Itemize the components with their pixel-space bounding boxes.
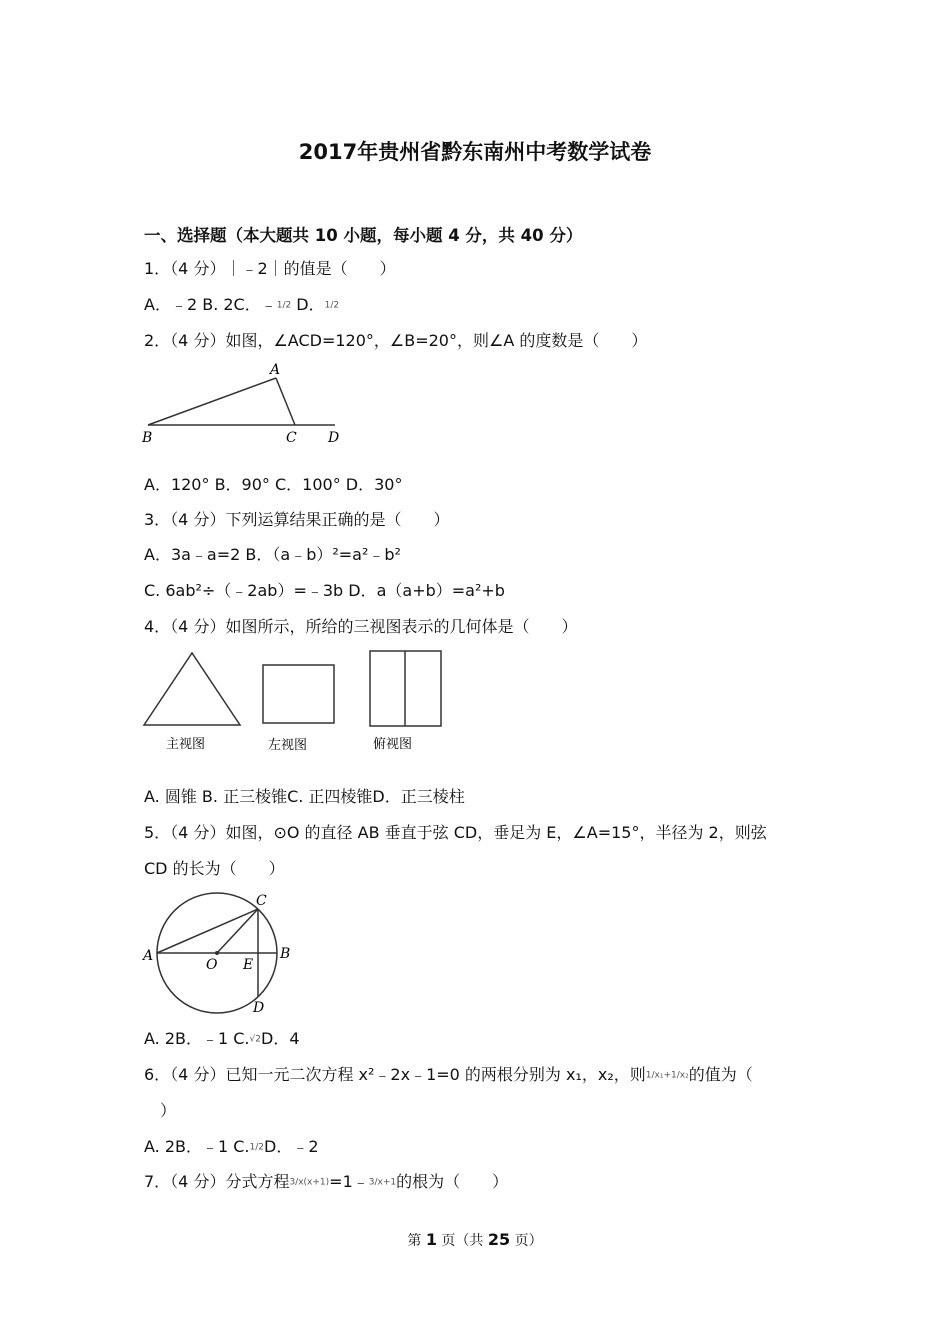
question-5-stem-line1: 5．（4 分）如图，⊙O 的直径 AB 垂直于弦 CD，垂足为 E，∠A=15°，半径为 2，则弦 [144, 823, 767, 842]
question-1-fraction-c: 1/2 [276, 300, 292, 311]
question-4-stem: 4．（4 分）如图所示，所给的三视图表示的几何体是（ ） [144, 617, 578, 636]
section-heading: 一、选择题（本大题共 10 小题，每小题 4 分，共 40 分） [144, 226, 583, 245]
label-o: O [206, 957, 218, 973]
question-5-options-text: A. 2B．﹣1 C. [144, 1029, 250, 1048]
label-a: A [143, 948, 154, 964]
footer-total-pages: 25 [487, 1230, 511, 1249]
question-6-stem-text: 6．（4 分）已知一元二次方程 x²﹣2x﹣1=0 的两根分别为 x₁，x₂，则 [144, 1065, 646, 1084]
label-d: D [253, 1000, 265, 1016]
question-5-options [144, 1028, 300, 1051]
question-6-stem [144, 1064, 753, 1087]
line-ba [148, 378, 276, 425]
label-c: C [286, 430, 297, 446]
question-6-fraction-c: 1/2 [249, 1142, 265, 1153]
question-2-options: A．120° B．90° C．100° D．30° [144, 475, 403, 494]
front-view-label: 主视图 [166, 737, 206, 752]
question-6-stem-end: 的值为（ [688, 1065, 753, 1084]
question-6-fraction: 1/x₁+1/x₂ [645, 1070, 689, 1081]
question-4-options: A. 圆锥 B. 正三棱锥C. 正四棱锥D．正三棱柱 [144, 787, 465, 806]
triangle-figure [140, 358, 350, 448]
page-title: 2017年贵州省黔东南州中考数学试卷 [298, 140, 652, 164]
question-6-options [144, 1136, 319, 1159]
three-views-figure [140, 645, 460, 760]
question-1-options [144, 294, 339, 317]
left-view-label: 左视图 [268, 738, 308, 753]
question-3-options-ab: A．3a﹣a=2 B．（a﹣b）²=a²﹣b² [144, 545, 401, 564]
radius-oc [217, 909, 258, 953]
footer-prefix: 第 [407, 1233, 426, 1249]
label-a: A [270, 362, 281, 378]
question-7-fraction-left: 3/x(x+1) [289, 1177, 330, 1188]
question-3-options-cd: C. 6ab²÷（﹣2ab）=﹣3b D．a（a+b）=a²+b [144, 581, 505, 600]
question-5-stem-line2: CD 的长为（ ） [144, 859, 285, 878]
label-b: B [280, 946, 291, 962]
label-e: E [243, 957, 254, 973]
question-7-stem [144, 1171, 508, 1194]
question-6-stem-line2: ） [160, 1101, 177, 1120]
question-5-sqrt: √2 [249, 1034, 261, 1045]
footer-middle: 页（共 [436, 1233, 488, 1249]
question-1-fraction-d: 1/2 [324, 300, 340, 311]
circle-figure [140, 888, 300, 1018]
question-1-option-d-label: D． [291, 295, 325, 314]
question-7-fraction-right: 3/x+1 [368, 1177, 397, 1188]
question-7-stem-text: 7．（4 分）分式方程 [144, 1172, 290, 1191]
question-7-stem-end: 的根为（ ） [396, 1172, 509, 1191]
question-2-stem: 2．（4 分）如图，∠ACD=120°，∠B=20°，则∠A 的度数是（ ） [144, 331, 648, 350]
left-view-rectangle [263, 665, 334, 723]
question-7-stem-mid: =1﹣ [329, 1172, 369, 1191]
question-1-stem: 1．（4 分）｜﹣2｜的值是（ ） [144, 259, 396, 278]
line-ac [157, 909, 258, 953]
page-footer [0, 1230, 950, 1250]
line-ac [276, 378, 295, 425]
label-d: D [328, 430, 340, 446]
question-5-option-d: D．4 [261, 1029, 300, 1048]
question-1-options-text: A．﹣2 B. 2C．﹣ [144, 295, 277, 314]
label-c: C [256, 893, 267, 909]
question-3-stem: 3．（4 分）下列运算结果正确的是（ ） [144, 510, 450, 529]
footer-page-number: 1 [425, 1230, 437, 1249]
footer-suffix: 页） [510, 1233, 543, 1249]
top-view-label: 俯视图 [373, 737, 413, 752]
question-6-option-d: D．﹣2 [264, 1137, 319, 1156]
label-b: B [142, 430, 153, 446]
question-6-options-text: A. 2B．﹣1 C. [144, 1137, 250, 1156]
center-point [215, 951, 219, 955]
front-view-triangle [144, 653, 240, 725]
